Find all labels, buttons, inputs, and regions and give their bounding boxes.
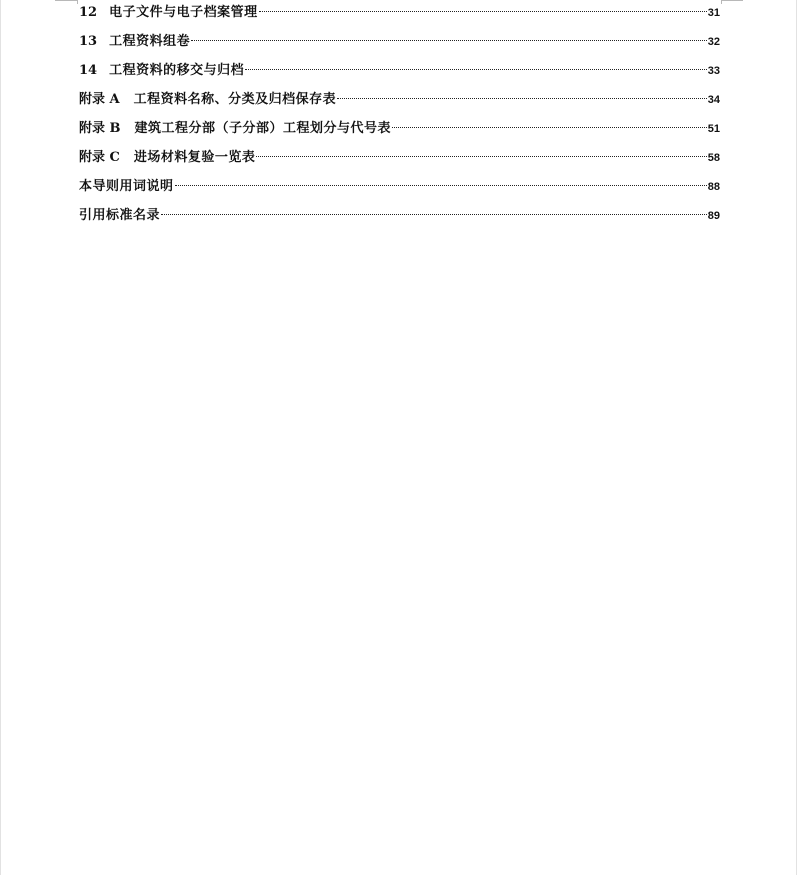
toc-entry-title: 工程资料组卷: [109, 34, 191, 49]
toc-entry-number: 附录 A: [79, 92, 120, 107]
toc-dot-leader: [191, 40, 707, 41]
toc-entry-14[interactable]: [79, 61, 720, 90]
toc-entry-page: 34: [707, 94, 720, 106]
toc-entry-page: 51: [707, 123, 720, 135]
toc-entry-appendix-a[interactable]: [79, 90, 720, 119]
toc-entry-page: 31: [707, 7, 720, 19]
page-corner-tick-left: [77, 0, 78, 4]
toc-entry-page: 88: [707, 181, 720, 193]
toc-entry-number: 12: [79, 5, 98, 20]
toc-dot-leader: [245, 69, 707, 70]
toc-dot-leader: [259, 11, 707, 12]
toc-entry-number: 附录 C: [79, 150, 120, 165]
toc-entry-title: 进场材料复验一览表: [133, 150, 256, 165]
toc-dot-leader: [337, 98, 707, 99]
toc-entry-title: 工程资料的移交与归档: [109, 63, 245, 78]
toc-dot-leader: [161, 214, 707, 215]
toc-entry-number: 13: [79, 34, 98, 49]
toc-dot-leader: [175, 185, 707, 186]
toc-entry-title: 本导则用词说明: [79, 179, 174, 194]
page-corner-mark-left: [55, 0, 77, 1]
toc-entry-appendix-c[interactable]: [79, 148, 720, 177]
page-corner-tick-right: [721, 0, 722, 4]
toc-entry-title: 引用标准名录: [79, 208, 161, 223]
toc-entry-page: 33: [707, 65, 720, 77]
toc-entry-13[interactable]: [79, 32, 720, 61]
toc-entry-page: 89: [707, 210, 720, 222]
table-of-contents: [79, 3, 720, 235]
toc-entry-number: 附录 B: [79, 121, 121, 136]
toc-entry-number: 14: [79, 63, 98, 78]
toc-entry-12[interactable]: [79, 3, 720, 32]
toc-dot-leader: [256, 156, 706, 157]
toc-dot-leader: [392, 127, 707, 128]
toc-entry-title: 工程资料名称、分类及归档保存表: [133, 92, 337, 107]
toc-entry-appendix-b[interactable]: [79, 119, 720, 148]
page-corner-mark-right: [721, 0, 743, 1]
toc-entry-terms-usage[interactable]: [79, 177, 720, 206]
toc-entry-title: 建筑工程分部（子分部）工程划分与代号表: [134, 121, 392, 136]
toc-entry-page: 32: [707, 36, 720, 48]
toc-entry-cited-standards[interactable]: [79, 206, 720, 235]
toc-entry-page: 58: [707, 152, 720, 164]
toc-entry-title: 电子文件与电子档案管理: [109, 5, 258, 20]
